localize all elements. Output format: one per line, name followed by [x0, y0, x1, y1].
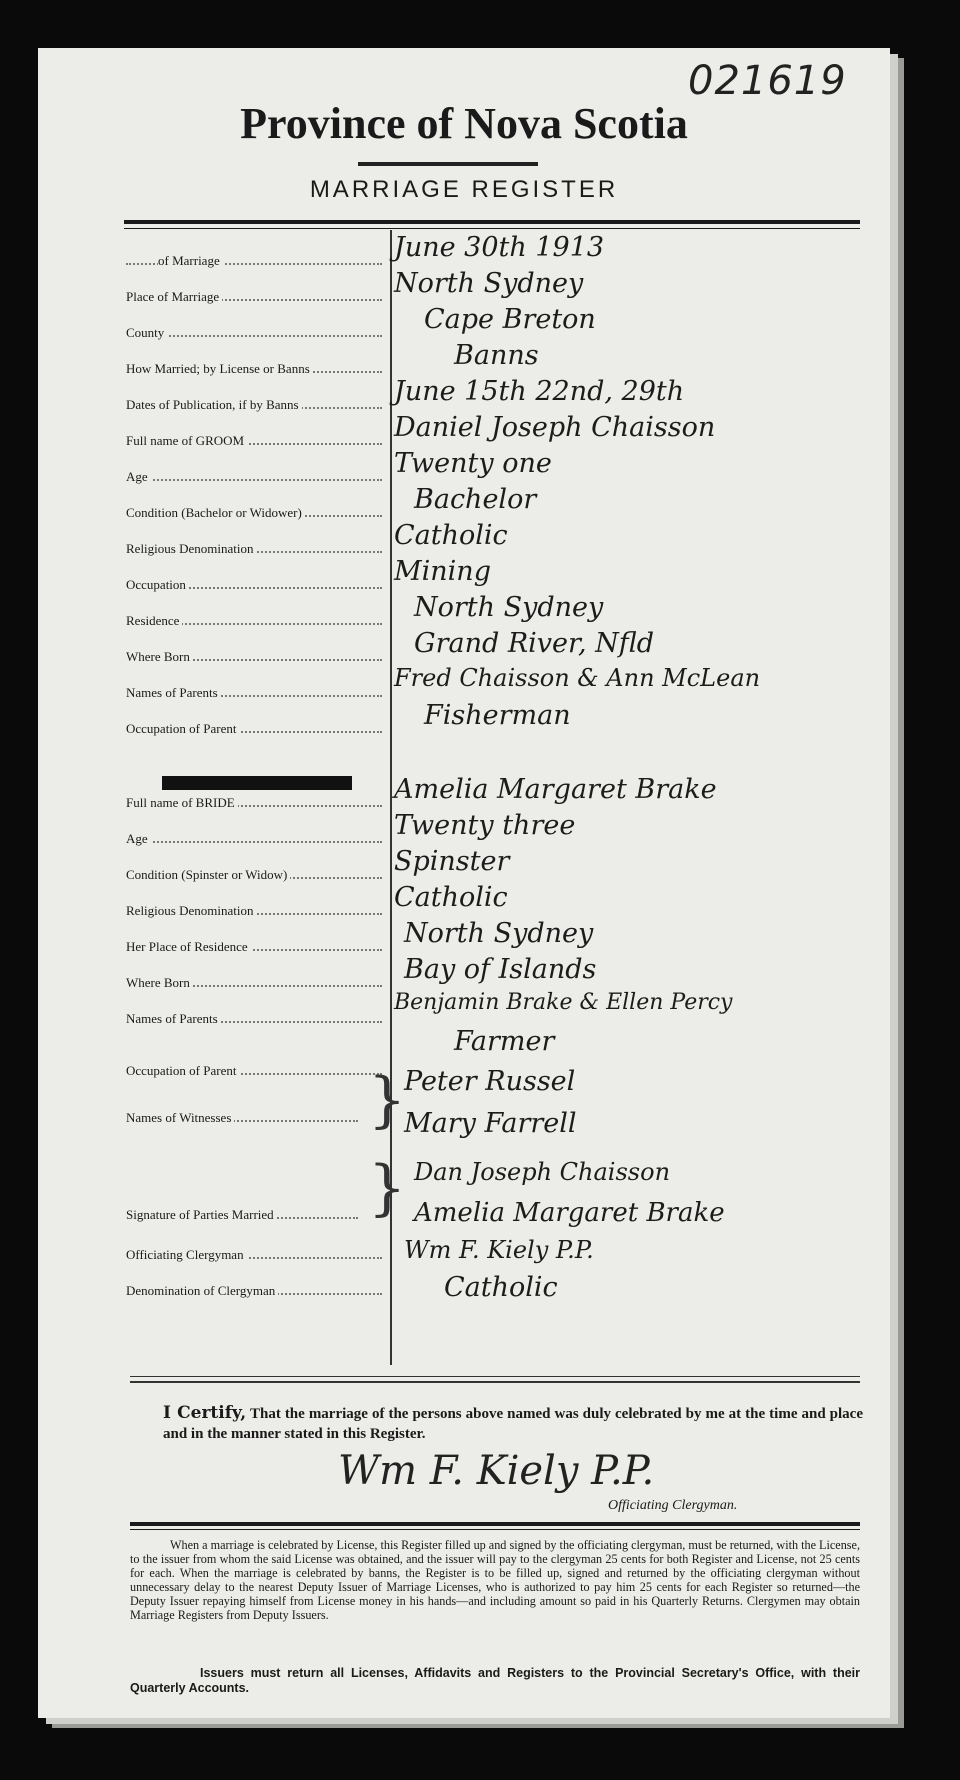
field-label: Religious Denomination — [126, 541, 256, 556]
value-how-married: Banns — [454, 340, 539, 371]
field-groom-parent-occupation — [126, 709, 388, 739]
value-officiating-clergyman: Wm F. Kiely P.P. — [404, 1236, 594, 1264]
value-bride-religion: Catholic — [394, 882, 508, 913]
field-label: Residence — [126, 613, 182, 628]
field-label: Full name of BRIDE — [126, 795, 238, 810]
field-how-married — [126, 349, 388, 379]
field-groom-name — [126, 421, 388, 451]
value-bride-condition: Spinster — [394, 846, 510, 877]
page-title: Province of Nova Scotia — [240, 99, 688, 148]
witnesses-brace: } — [368, 1065, 407, 1135]
value-party-bride: Amelia Margaret Brake — [414, 1198, 725, 1228]
value-clergyman-denomination: Catholic — [444, 1272, 558, 1303]
field-label: Her Place of Residence — [126, 939, 251, 954]
field-groom-condition — [126, 493, 388, 523]
value-place-of-marriage: North Sydney — [394, 268, 584, 299]
certification-statement — [163, 1403, 863, 1444]
field-bride-parents — [126, 999, 388, 1029]
document-number: 021619 — [688, 58, 847, 104]
field-groom-residence — [126, 601, 388, 631]
value-groom-religion: Catholic — [394, 520, 508, 551]
field-label: of Marriage — [158, 253, 223, 268]
field-label: Condition (Bachelor or Widower) — [126, 505, 305, 520]
top-rule-thin — [124, 228, 860, 229]
value-bride-residence: North Sydney — [404, 918, 594, 949]
field-clergyman-denomination — [126, 1271, 388, 1301]
value-groom-parents: Fred Chaisson & Ann McLean — [394, 664, 761, 692]
field-label: Dates of Publication, if by Banns — [126, 397, 302, 412]
field-label: Officiating Clergyman — [126, 1247, 247, 1262]
instructions-note: When a marriage is celebrated by License, this Register filled up and signed by the officiating clergyman, must be returned, with the License, to the issuer from whom the said License was obtained, and the issuer will pay to the clergyman 25 cents for both Register and License, not 25 cents for each. When the marriage is celebrated by banns, the Register is to be filled up, signed and returned by the officiating clergyman without unnecessary delay to the nearest Deputy Issuer of Marriage Licenses, who is authorized to pay him 25 cents for each Register so returned—the Deputy Issuer repaying himself from License money in his hands—and including amount so paid in his Quarterly Returns. Clergymen may obtain Marriage Registers from Deputy Issuers. — [130, 1538, 860, 1622]
field-label: Names of Witnesses — [126, 1110, 234, 1125]
field-groom-occupation — [126, 565, 388, 595]
value-county: Cape Breton — [424, 304, 596, 335]
value-groom-parent-occupation: Fisherman — [424, 700, 571, 731]
value-party-groom: Dan Joseph Chaisson — [414, 1158, 671, 1186]
field-bride-name — [126, 783, 388, 813]
field-groom-parents — [126, 673, 388, 703]
value-bride-age: Twenty three — [394, 810, 576, 841]
field-label: Names of Parents — [126, 685, 221, 700]
certify-lead: I Certify, — [163, 1403, 247, 1423]
mid-rule — [130, 1376, 860, 1377]
field-label: County — [126, 325, 167, 340]
field-dates-of-publication — [126, 385, 388, 415]
field-label: Age — [126, 831, 151, 846]
field-bride-birthplace — [126, 963, 388, 993]
bottom-rule — [130, 1522, 860, 1526]
field-officiating-clergyman — [126, 1235, 388, 1265]
field-bride-condition — [126, 855, 388, 885]
field-county — [126, 313, 388, 343]
field-label: Names of Parents — [126, 1011, 221, 1026]
field-bride-residence — [126, 927, 388, 957]
field-date-of-marriage — [126, 241, 388, 271]
field-label: Condition (Spinster or Widow) — [126, 867, 290, 882]
field-parties-signature — [126, 1195, 388, 1225]
field-groom-religion — [126, 529, 388, 559]
top-rule — [124, 220, 860, 224]
parties-brace: } — [368, 1153, 407, 1223]
title-divider — [358, 162, 538, 166]
value-witness-2: Mary Farrell — [404, 1108, 577, 1139]
value-dates-of-publication: June 15th 22nd, 29th — [394, 376, 685, 407]
field-groom-age — [126, 457, 388, 487]
value-bride-birthplace: Bay of Islands — [404, 954, 597, 985]
certify-text: That the marriage of the persons above named was duly celebrated by me at the time and place and in the manner stated in this Register. — [163, 1406, 863, 1442]
value-groom-condition: Bachelor — [414, 484, 537, 515]
field-label: Occupation of Parent — [126, 721, 239, 736]
signature-title: Officiating Clergyman. — [608, 1498, 738, 1513]
field-label: Where Born — [126, 649, 193, 664]
field-label: Where Born — [126, 975, 193, 990]
value-date-of-marriage: June 30th 1913 — [394, 232, 605, 263]
issuers-note: Issuers must return all Licenses, Affidavits and Registers to the Provincial Secretary's Office, with their Quarterly Accounts. — [130, 1666, 860, 1695]
field-bride-parent-occupation — [126, 1051, 388, 1081]
field-label: Religious Denomination — [126, 903, 256, 918]
register-form — [38, 48, 890, 1718]
value-groom-occupation: Mining — [394, 556, 491, 587]
field-label: Signature of Parties Married — [126, 1207, 277, 1222]
field-label: Place of Marriage — [126, 289, 222, 304]
value-bride-name: Amelia Margaret Brake — [394, 774, 717, 805]
value-bride-parent-occupation: Farmer — [454, 1026, 555, 1057]
bottom-rule-thin — [130, 1529, 860, 1530]
field-label: Occupation of Parent — [126, 1063, 239, 1078]
value-witness-1: Peter Russel — [404, 1066, 576, 1097]
form-subtitle: MARRIAGE REGISTER — [309, 176, 619, 203]
field-label: Denomination of Clergyman — [126, 1283, 278, 1298]
value-groom-name: Daniel Joseph Chaisson — [394, 412, 716, 443]
field-label: Age — [126, 469, 151, 484]
field-witnesses — [126, 1098, 388, 1128]
value-groom-residence: North Sydney — [414, 592, 604, 623]
field-label: How Married; by License or Banns — [126, 361, 313, 376]
field-bride-religion — [126, 891, 388, 921]
value-groom-birthplace: Grand River, Nfld — [414, 628, 655, 659]
mid-rule-thick — [130, 1381, 860, 1383]
field-label: Full name of GROOM — [126, 433, 247, 448]
field-groom-birthplace — [126, 637, 388, 667]
clergyman-signature: Wm F. Kiely P.P. — [338, 1448, 655, 1494]
value-bride-parents: Benjamin Brake & Ellen Percy — [394, 990, 733, 1015]
value-groom-age: Twenty one — [394, 448, 552, 479]
field-bride-age — [126, 819, 388, 849]
field-place-of-marriage — [126, 277, 388, 307]
field-label: Occupation — [126, 577, 189, 592]
